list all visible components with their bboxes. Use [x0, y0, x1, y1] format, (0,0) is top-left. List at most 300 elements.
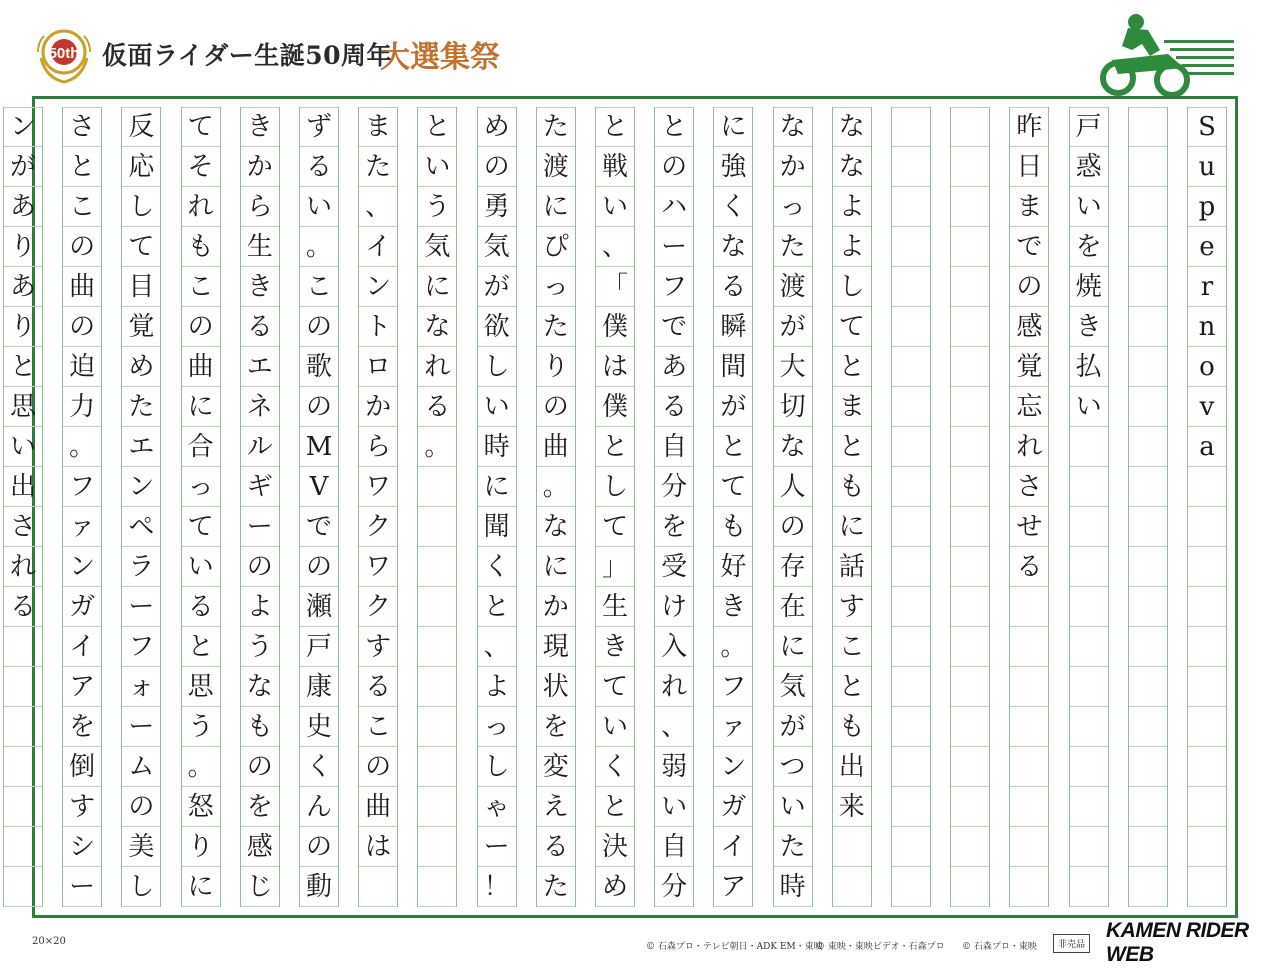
- manuscript-cell: く: [596, 747, 634, 787]
- manuscript-cell: る: [418, 387, 456, 427]
- manuscript-cell: が: [714, 387, 752, 427]
- manuscript-cell: 思: [182, 667, 220, 707]
- manuscript-cell: と: [596, 107, 634, 147]
- not-for-sale-badge: 非売品: [1053, 934, 1090, 953]
- page-title: 仮面ライダー生誕50周年: [102, 41, 393, 70]
- manuscript-column: [358, 107, 398, 907]
- manuscript-cell: と: [833, 667, 871, 707]
- manuscript-cell: [418, 467, 456, 507]
- manuscript-cell: と: [596, 427, 634, 467]
- manuscript-cell: る: [4, 587, 42, 627]
- manuscript-cell: ク: [359, 587, 397, 627]
- manuscript-cell: す: [833, 587, 871, 627]
- manuscript-cell: つ: [774, 747, 812, 787]
- manuscript-cell: て: [833, 307, 871, 347]
- manuscript-cell: 時: [774, 867, 812, 907]
- manuscript-cell: っ: [774, 187, 812, 227]
- manuscript-cell: も: [714, 507, 752, 547]
- manuscript-cell: の: [241, 747, 279, 787]
- manuscript-cell: 康: [300, 667, 338, 707]
- manuscript-cell: 瀬: [300, 587, 338, 627]
- manuscript-cell: [359, 867, 397, 907]
- manuscript-cell: ン: [4, 107, 42, 147]
- manuscript-cell: す: [63, 787, 101, 827]
- manuscript-cell: ー: [478, 827, 516, 867]
- manuscript-cell: か: [774, 147, 812, 187]
- manuscript-cell: S: [1188, 107, 1226, 147]
- manuscript-cell: [892, 787, 930, 827]
- manuscript-cell: 力: [63, 387, 101, 427]
- manuscript-cell: [1129, 267, 1167, 307]
- manuscript-cell: ア: [63, 667, 101, 707]
- manuscript-cell: [4, 707, 42, 747]
- manuscript-cell: り: [182, 827, 220, 867]
- manuscript-cell: 「: [596, 267, 634, 307]
- manuscript-cell: [1070, 707, 1108, 747]
- manuscript-cell: も: [833, 707, 871, 747]
- manuscript-cell: 自: [655, 827, 693, 867]
- manuscript-cell: 瞬: [714, 307, 752, 347]
- manuscript-cell: [892, 827, 930, 867]
- manuscript-cell: 。: [300, 227, 338, 267]
- manuscript-cell: に: [714, 107, 752, 147]
- manuscript-cell: の: [774, 507, 812, 547]
- manuscript-column: [1128, 107, 1168, 907]
- manuscript-cell: [951, 347, 989, 387]
- manuscript-cell: め: [122, 347, 160, 387]
- manuscript-cell: が: [774, 307, 812, 347]
- manuscript-cell: [892, 467, 930, 507]
- manuscript-cell: の: [300, 307, 338, 347]
- manuscript-cell: じ: [241, 867, 279, 907]
- manuscript-cell: い: [182, 547, 220, 587]
- manuscript-cell: い: [655, 787, 693, 827]
- manuscript-cell: [1070, 667, 1108, 707]
- manuscript-cell: [4, 787, 42, 827]
- manuscript-cell: 美: [122, 827, 160, 867]
- manuscript-column: [62, 107, 102, 907]
- manuscript-cell: [1070, 587, 1108, 627]
- manuscript-cell: い: [596, 707, 634, 747]
- manuscript-cell: [1129, 827, 1167, 867]
- grid-size-label: 20×20: [32, 936, 66, 947]
- manuscript-cell: ア: [714, 867, 752, 907]
- manuscript-cell: 時: [478, 427, 516, 467]
- manuscript-cell: ン: [714, 747, 752, 787]
- manuscript-cell: [951, 587, 989, 627]
- manuscript-cell: 出: [833, 747, 871, 787]
- manuscript-cell: い: [300, 187, 338, 227]
- manuscript-cell: し: [833, 267, 871, 307]
- manuscript-cell: 」: [596, 547, 634, 587]
- manuscript-cell: [1070, 507, 1108, 547]
- manuscript-cell: [418, 627, 456, 667]
- manuscript-cell: の: [122, 787, 160, 827]
- manuscript-cell: ま: [1010, 187, 1048, 227]
- manuscript-cell: 応: [122, 147, 160, 187]
- manuscript-cell: [892, 387, 930, 427]
- manuscript-cell: [1129, 587, 1167, 627]
- manuscript-column: [181, 107, 221, 907]
- manuscript-cell: の: [1010, 267, 1048, 307]
- manuscript-cell: 渡: [537, 147, 575, 187]
- manuscript-cell: 惑: [1070, 147, 1108, 187]
- manuscript-cell: [892, 507, 930, 547]
- manuscript-cell: い: [1070, 387, 1108, 427]
- manuscript-cell: [1010, 627, 1048, 667]
- manuscript-cell: が: [478, 267, 516, 307]
- manuscript-column: [417, 107, 457, 907]
- manuscript-cell: u: [1188, 147, 1226, 187]
- manuscript-cell: の: [359, 747, 397, 787]
- manuscript-grid: [9, 107, 1227, 907]
- manuscript-cell: [1070, 627, 1108, 667]
- manuscript-cell: [1010, 587, 1048, 627]
- manuscript-cell: [892, 227, 930, 267]
- copyright-2: © 東映・東映ビデオ・石森プロ: [816, 942, 945, 952]
- manuscript-cell: そ: [182, 147, 220, 187]
- manuscript-cell: [892, 667, 930, 707]
- manuscript-cell: [892, 627, 930, 667]
- manuscript-cell: ー: [63, 867, 101, 907]
- manuscript-cell: [1188, 587, 1226, 627]
- manuscript-cell: [892, 547, 930, 587]
- manuscript-cell: [418, 667, 456, 707]
- manuscript-cell: 切: [774, 387, 812, 427]
- manuscript-cell: 、: [655, 707, 693, 747]
- manuscript-cell: て: [596, 667, 634, 707]
- manuscript-cell: 勇: [478, 187, 516, 227]
- manuscript-cell: め: [596, 867, 634, 907]
- manuscript-cell: か: [537, 587, 575, 627]
- manuscript-cell: ン: [63, 547, 101, 587]
- manuscript-cell: と: [63, 147, 101, 187]
- manuscript-cell: を: [241, 787, 279, 827]
- manuscript-cell: ら: [359, 427, 397, 467]
- manuscript-cell: 生: [596, 587, 634, 627]
- manuscript-cell: て: [122, 227, 160, 267]
- manuscript-cell: 気: [774, 667, 812, 707]
- manuscript-cell: [951, 267, 989, 307]
- manuscript-cell: 歌: [300, 347, 338, 387]
- manuscript-cell: っ: [478, 707, 516, 747]
- manuscript-cell: [1010, 867, 1048, 907]
- manuscript-cell: [1129, 667, 1167, 707]
- manuscript-cell: 。: [714, 627, 752, 667]
- manuscript-cell: 好: [714, 547, 752, 587]
- manuscript-cell: 曲: [182, 347, 220, 387]
- manuscript-cell: ガ: [714, 787, 752, 827]
- manuscript-cell: ン: [122, 467, 160, 507]
- manuscript-cell: [951, 387, 989, 427]
- manuscript-cell: 間: [714, 347, 752, 387]
- rider-on-motorcycle-icon: [1098, 10, 1238, 98]
- manuscript-cell: 日: [1010, 147, 1048, 187]
- manuscript-cell: フ: [714, 667, 752, 707]
- manuscript-cell: 自: [655, 427, 693, 467]
- manuscript-cell: 払: [1070, 347, 1108, 387]
- manuscript-cell: に: [537, 187, 575, 227]
- manuscript-cell: [1188, 547, 1226, 587]
- manuscript-cell: V: [300, 467, 338, 507]
- manuscript-cell: ォ: [122, 667, 160, 707]
- manuscript-column: [121, 107, 161, 907]
- manuscript-cell: に: [833, 507, 871, 547]
- manuscript-cell: 。: [63, 427, 101, 467]
- manuscript-cell: ン: [359, 267, 397, 307]
- manuscript-column: [773, 107, 813, 907]
- manuscript-cell: [1129, 107, 1167, 147]
- manuscript-cell: [951, 787, 989, 827]
- manuscript-cell: な: [241, 667, 279, 707]
- manuscript-cell: い: [1070, 187, 1108, 227]
- manuscript-cell: さ: [4, 507, 42, 547]
- manuscript-cell: 合: [182, 427, 220, 467]
- manuscript-cell: [892, 307, 930, 347]
- manuscript-cell: ル: [241, 427, 279, 467]
- manuscript-cell: も: [833, 467, 871, 507]
- manuscript-cell: れ: [655, 667, 693, 707]
- manuscript-cell: [1010, 787, 1048, 827]
- manuscript-cell: の: [655, 147, 693, 187]
- manuscript-cell: た: [537, 867, 575, 907]
- manuscript-cell: て: [182, 107, 220, 147]
- manuscript-cell: に: [774, 627, 812, 667]
- manuscript-cell: [951, 547, 989, 587]
- manuscript-cell: 聞: [478, 507, 516, 547]
- manuscript-cell: ゃ: [478, 787, 516, 827]
- manuscript-cell: 存: [774, 547, 812, 587]
- manuscript-column: [240, 107, 280, 907]
- manuscript-cell: ー: [241, 507, 279, 547]
- manuscript-cell: さ: [63, 107, 101, 147]
- manuscript-cell: v: [1188, 387, 1226, 427]
- manuscript-cell: [951, 107, 989, 147]
- manuscript-cell: 話: [833, 547, 871, 587]
- manuscript-cell: が: [774, 707, 812, 747]
- manuscript-cell: [1129, 347, 1167, 387]
- manuscript-cell: こ: [833, 627, 871, 667]
- manuscript-cell: p: [1188, 187, 1226, 227]
- manuscript-cell: す: [359, 627, 397, 667]
- manuscript-column: [1009, 107, 1049, 907]
- manuscript-column: [950, 107, 990, 907]
- manuscript-cell: n: [1188, 307, 1226, 347]
- manuscript-cell: [892, 587, 930, 627]
- manuscript-cell: [1188, 707, 1226, 747]
- manuscript-cell: [951, 867, 989, 907]
- manuscript-cell: ペ: [122, 507, 160, 547]
- manuscript-cell: [1129, 187, 1167, 227]
- copyright-3: © 石森プロ・東映: [962, 942, 1037, 952]
- manuscript-cell: く: [478, 547, 516, 587]
- manuscript-cell: エ: [241, 347, 279, 387]
- manuscript-cell: ム: [122, 747, 160, 787]
- manuscript-cell: っ: [182, 467, 220, 507]
- manuscript-cell: [1188, 507, 1226, 547]
- manuscript-cell: あ: [655, 347, 693, 387]
- manuscript-frame: [9, 96, 1238, 918]
- manuscript-cell: 分: [655, 467, 693, 507]
- manuscript-column: [536, 107, 576, 907]
- manuscript-cell: [1070, 827, 1108, 867]
- manuscript-cell: 、: [478, 627, 516, 667]
- manuscript-cell: な: [714, 227, 752, 267]
- manuscript-cell: [892, 187, 930, 227]
- manuscript-cell: エ: [122, 427, 160, 467]
- manuscript-cell: り: [537, 347, 575, 387]
- manuscript-cell: い: [4, 427, 42, 467]
- manuscript-cell: め: [478, 107, 516, 147]
- manuscript-cell: フ: [655, 267, 693, 307]
- manuscript-cell: [1010, 827, 1048, 867]
- manuscript-cell: 弱: [655, 747, 693, 787]
- manuscript-cell: [1010, 667, 1048, 707]
- manuscript-cell: る: [182, 587, 220, 627]
- manuscript-cell: [418, 827, 456, 867]
- manuscript-cell: ぴ: [537, 227, 575, 267]
- manuscript-cell: ワ: [359, 547, 397, 587]
- manuscript-cell: [1188, 467, 1226, 507]
- manuscript-column: [3, 107, 43, 907]
- manuscript-cell: [1188, 827, 1226, 867]
- manuscript-cell: [892, 747, 930, 787]
- manuscript-cell: る: [714, 267, 752, 307]
- manuscript-cell: た: [537, 307, 575, 347]
- manuscript-cell: [833, 827, 871, 867]
- manuscript-cell: 史: [300, 707, 338, 747]
- manuscript-cell: [951, 427, 989, 467]
- manuscript-cell: を: [537, 707, 575, 747]
- manuscript-cell: 人: [774, 467, 812, 507]
- manuscript-cell: 分: [655, 867, 693, 907]
- manuscript-cell: 、: [359, 187, 397, 227]
- manuscript-cell: a: [1188, 427, 1226, 467]
- manuscript-cell: あ: [4, 267, 42, 307]
- manuscript-cell: [4, 627, 42, 667]
- manuscript-column: [477, 107, 517, 907]
- manuscript-column: [1069, 107, 1109, 907]
- manuscript-cell: ギ: [241, 467, 279, 507]
- manuscript-cell: [951, 627, 989, 667]
- manuscript-cell: フ: [63, 467, 101, 507]
- manuscript-cell: う: [241, 627, 279, 667]
- manuscript-cell: [1010, 747, 1048, 787]
- manuscript-cell: 気: [478, 227, 516, 267]
- manuscript-cell: れ: [418, 347, 456, 387]
- manuscript-cell: し: [478, 347, 516, 387]
- manuscript-cell: 気: [418, 227, 456, 267]
- manuscript-cell: と: [182, 627, 220, 667]
- manuscript-cell: 現: [537, 627, 575, 667]
- manuscript-cell: に: [182, 867, 220, 907]
- manuscript-cell: [1129, 787, 1167, 827]
- manuscript-cell: [4, 667, 42, 707]
- manuscript-cell: 。: [537, 467, 575, 507]
- manuscript-cell: い: [596, 187, 634, 227]
- manuscript-cell: [951, 467, 989, 507]
- manuscript-cell: 変: [537, 747, 575, 787]
- manuscript-cell: が: [4, 147, 42, 187]
- manuscript-cell: 来: [833, 787, 871, 827]
- manuscript-cell: [418, 787, 456, 827]
- manuscript-cell: た: [537, 107, 575, 147]
- manuscript-cell: に: [478, 467, 516, 507]
- manuscript-cell: か: [241, 147, 279, 187]
- manuscript-cell: 迫: [63, 347, 101, 387]
- manuscript-cell: な: [774, 427, 812, 467]
- manuscript-cell: た: [774, 227, 812, 267]
- manuscript-cell: よ: [478, 667, 516, 707]
- manuscript-cell: う: [418, 187, 456, 227]
- manuscript-column: [299, 107, 339, 907]
- manuscript-cell: に: [418, 267, 456, 307]
- manuscript-cell: 入: [655, 627, 693, 667]
- manuscript-cell: の: [537, 387, 575, 427]
- 50th-anniversary-emblem-icon: [32, 22, 96, 86]
- manuscript-cell: o: [1188, 347, 1226, 387]
- page-title-accent: 大選集祭: [380, 40, 500, 75]
- manuscript-cell: [1129, 707, 1167, 747]
- manuscript-cell: [892, 147, 930, 187]
- manuscript-cell: ガ: [63, 587, 101, 627]
- manuscript-column: [891, 107, 931, 907]
- manuscript-cell: 決: [596, 827, 634, 867]
- manuscript-cell: ロ: [359, 347, 397, 387]
- manuscript-cell: よ: [833, 227, 871, 267]
- manuscript-cell: [951, 667, 989, 707]
- manuscript-cell: と: [418, 107, 456, 147]
- manuscript-cell: [951, 187, 989, 227]
- manuscript-cell: 。: [418, 427, 456, 467]
- manuscript-cell: り: [4, 307, 42, 347]
- manuscript-cell: [892, 707, 930, 747]
- manuscript-cell: [4, 867, 42, 907]
- manuscript-cell: け: [655, 587, 693, 627]
- manuscript-cell: こ: [359, 707, 397, 747]
- manuscript-cell: こ: [182, 267, 220, 307]
- manuscript-cell: ら: [241, 187, 279, 227]
- manuscript-cell: 昨: [1010, 107, 1048, 147]
- manuscript-cell: よ: [833, 187, 871, 227]
- manuscript-cell: に: [537, 547, 575, 587]
- manuscript-cell: は: [359, 827, 397, 867]
- manuscript-cell: [1188, 787, 1226, 827]
- manuscript-cell: ん: [300, 787, 338, 827]
- manuscript-cell: の: [300, 827, 338, 867]
- manuscript-cell: e: [1188, 227, 1226, 267]
- manuscript-cell: イ: [359, 227, 397, 267]
- manuscript-cell: シ: [63, 827, 101, 867]
- manuscript-cell: [1129, 307, 1167, 347]
- manuscript-cell: ァ: [714, 707, 752, 747]
- manuscript-cell: 覚: [1010, 347, 1048, 387]
- manuscript-cell: ！: [478, 867, 516, 907]
- manuscript-cell: 受: [655, 547, 693, 587]
- manuscript-cell: 覚: [122, 307, 160, 347]
- manuscript-cell: ネ: [241, 387, 279, 427]
- manuscript-cell: て: [596, 507, 634, 547]
- manuscript-cell: イ: [714, 827, 752, 867]
- manuscript-cell: の: [182, 307, 220, 347]
- brand-logo: [1106, 919, 1280, 966]
- manuscript-cell: き: [714, 587, 752, 627]
- manuscript-cell: [1010, 707, 1048, 747]
- manuscript-cell: の: [478, 147, 516, 187]
- manuscript-cell: 焼: [1070, 267, 1108, 307]
- manuscript-cell: 僕: [596, 307, 634, 347]
- manuscript-cell: 戸: [300, 627, 338, 667]
